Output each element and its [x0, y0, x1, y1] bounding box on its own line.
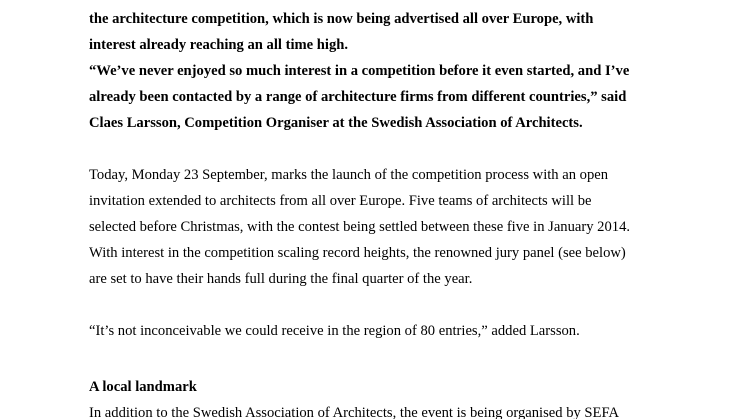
quote-line-2: already been contacted by a range of architecture firms from different countries,” said — [89, 89, 627, 105]
paragraph-1-line-1: Today, Monday 23 September, marks the launch of the competition process with an open — [89, 167, 609, 183]
paragraph-1-line-3: selected before Christmas, with the contest being settled between these five in January 2014. — [89, 219, 631, 235]
paragraph-1-line-2: invitation extended to architects from all over Europe. Five teams of architects will be — [89, 193, 592, 209]
paragraph-1-line-4: With interest in the competition scaling record heights, the renowned jury panel (see below) — [89, 245, 626, 261]
paragraph-1-line-5: are set to have their hands full during the final quarter of the year. — [89, 271, 473, 287]
section-line-1: In addition to the Swedish Association of Architects, the event is being organised by SEFA — [89, 405, 620, 419]
quote-line-1: “We’ve never enjoyed so much interest in a competition before it even started, and I’ve — [89, 63, 630, 79]
section-heading: A local landmark — [89, 379, 197, 395]
quote-line-3: Claes Larsson, Competition Organiser at the Swedish Association of Architects. — [89, 115, 583, 131]
intro-line-2: interest already reaching an all time high. — [89, 37, 349, 53]
intro-line-1: the architecture competition, which is now being advertised all over Europe, with — [89, 11, 594, 27]
paragraph-2-line-1: “It’s not inconceivable we could receive in the region of 80 entries,” added Larsson. — [89, 323, 580, 339]
